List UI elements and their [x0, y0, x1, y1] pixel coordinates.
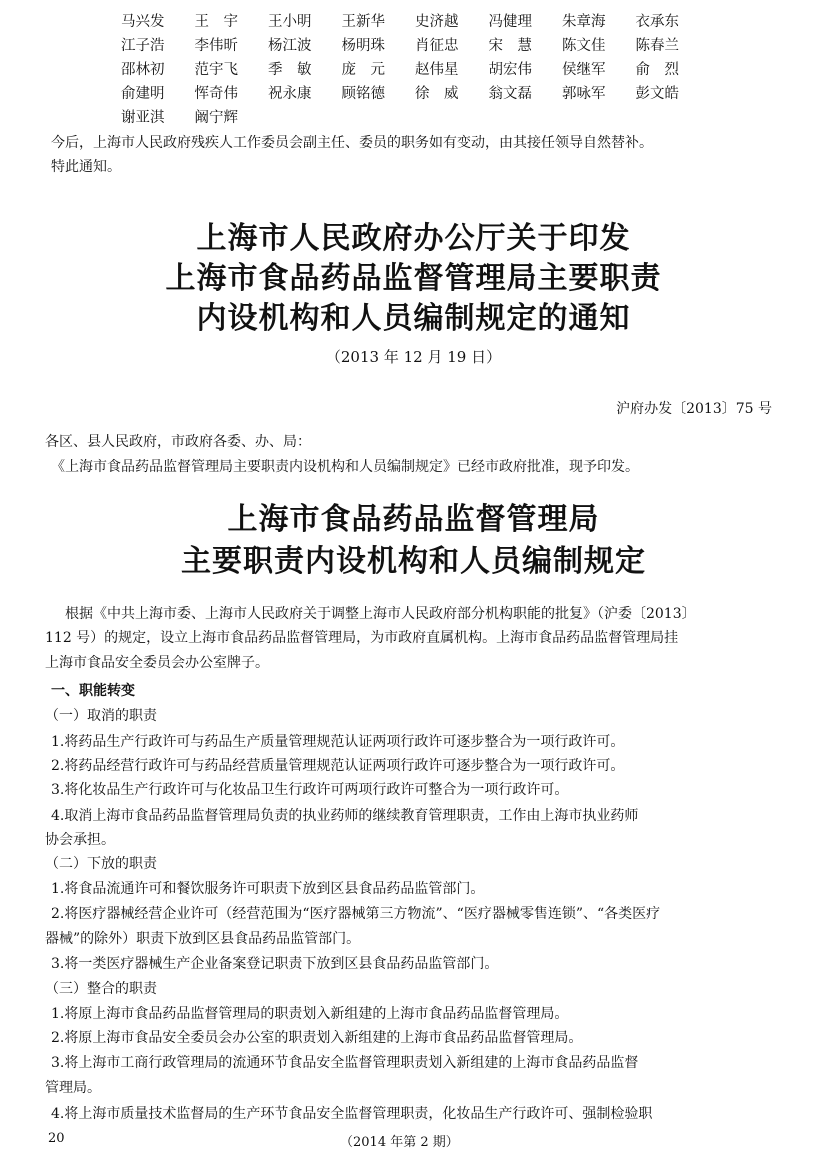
notice-title-line: 上海市食品药品监督管理局主要职责 [165, 261, 662, 296]
body-line: 2.将药品经营行政许可与药品经营质量管理规范认证两项行政许可逐步整合为一项行政许可。 [51, 758, 625, 774]
person-name: 宋 慧 [488, 37, 532, 54]
person-name: 顾铭德 [341, 85, 385, 102]
notice-title-line: 上海市人民政府办公厅关于印发 [196, 221, 631, 256]
body-line: 上海市食品安全委员会办公室牌子。 [45, 655, 269, 671]
subsection-heading: （二）下放的职责 [45, 856, 157, 872]
person-name: 庞 元 [341, 61, 385, 78]
person-name: 陈文佳 [562, 37, 606, 54]
person-name: 俞 烈 [635, 61, 679, 78]
regulation-title-line: 主要职责内设机构和人员编制规定 [181, 544, 646, 579]
name-row [121, 56, 741, 80]
issue-label: （2014 年第 2 期） [340, 1135, 459, 1150]
person-name: 王小明 [268, 13, 312, 30]
body-line: 3.将上海市工商行政管理局的流通环节食品安全监督管理职责划入新组建的上海市食品药品监督 [51, 1055, 639, 1071]
person-name: 史济越 [415, 13, 459, 30]
subsection-heading: （三）整合的职责 [45, 981, 157, 997]
person-name: 彭文皓 [635, 85, 679, 102]
person-name: 胡宏伟 [488, 61, 532, 78]
body-line: 3.将一类医疗器械生产企业备案登记职责下放到区县食品药品监管部门。 [51, 956, 499, 972]
person-name: 冯健理 [488, 13, 532, 30]
body-line: 112 号）的规定，设立上海市食品药品监督管理局，为市政府直属机构。上海市食品药品监督管理局挂 [45, 630, 679, 646]
person-name: 侯继军 [562, 61, 606, 78]
name-row [121, 104, 741, 128]
person-name: 谢亚淇 [121, 109, 165, 126]
person-name: 范宇飞 [194, 61, 238, 78]
addressee: 各区、县人民政府，市政府各委、办、局： [45, 434, 311, 450]
regulation-title-line: 上海市食品药品监督管理局 [227, 502, 600, 537]
body-line: 管理局。 [45, 1080, 101, 1096]
document-number: 沪府办发〔2013〕75 号 [616, 401, 772, 417]
name-row [121, 8, 741, 32]
person-name: 邵林初 [121, 61, 165, 78]
name-row [121, 80, 741, 104]
body-line: 1.将食品流通许可和餐饮服务许可职责下放到区县食品药品监管部门。 [51, 881, 485, 897]
name-list [121, 8, 741, 128]
person-name: 陈春兰 [635, 37, 679, 54]
person-name: 衣承东 [635, 13, 679, 30]
person-name: 翁文磊 [488, 85, 532, 102]
person-name: 杨明珠 [341, 37, 385, 54]
person-name: 赵伟星 [415, 61, 459, 78]
body-line: 协会承担。 [45, 832, 115, 848]
body-line: 4.将上海市质量技术监督局的生产环节食品安全监督管理职责，化妆品生产行政许可、强制检验职 [51, 1106, 653, 1122]
person-name: 杨江波 [268, 37, 312, 54]
notice-date: （2013 年 12 月 19 日） [325, 348, 502, 366]
subsection-heading: （一）取消的职责 [45, 708, 157, 724]
person-name: 祝永康 [268, 85, 312, 102]
body-line: 器械”的除外）职责下放到区县食品药品监管部门。 [45, 931, 361, 947]
person-name: 王 宇 [194, 13, 238, 30]
person-name: 李伟昕 [194, 37, 238, 54]
body-line: 4.取消上海市食品药品监督管理局负责的执业药师的继续教育管理职责，工作由上海市执业药师 [51, 808, 639, 824]
intro-paragraph: 今后，上海市人民政府残疾人工作委员会副主任、委员的职务如有变动，由其接任领导自然替补。 [51, 135, 653, 151]
person-name: 徐 威 [415, 85, 459, 102]
person-name: 马兴发 [121, 13, 165, 30]
person-name: 郭咏军 [562, 85, 606, 102]
person-name: 俞建明 [121, 85, 165, 102]
body-line: 1.将药品生产行政许可与药品生产质量管理规范认证两项行政许可逐步整合为一项行政许可。 [51, 734, 625, 750]
person-name: 江子浩 [121, 37, 165, 54]
person-name: 朱章海 [562, 13, 606, 30]
section-heading: 一、职能转变 [51, 683, 135, 699]
person-name: 恽奇伟 [194, 85, 238, 102]
person-name: 肖征忠 [415, 37, 459, 54]
person-name: 王新华 [341, 13, 385, 30]
notice-title-line: 内设机构和人员编制规定的通知 [196, 301, 631, 336]
notice-body: 《上海市食品药品监督管理局主要职责内设机构和人员编制规定》已经市政府批准，现予印发。 [51, 459, 639, 475]
person-name: 阚宁辉 [194, 109, 238, 126]
person-name: 季 敏 [268, 61, 312, 78]
body-line: 2.将医疗器械经营企业许可（经营范围为“医疗器械第三方物流”、“医疗器械零售连锁”、“各类医疗 [51, 906, 661, 922]
name-row [121, 32, 741, 56]
body-line: 3.将化妆品生产行政许可与化妆品卫生行政许可两项行政许可整合为一项行政许可。 [51, 782, 569, 798]
body-line: 2.将原上海市食品安全委员会办公室的职责划入新组建的上海市食品药品监督管理局。 [51, 1030, 583, 1046]
body-line: 1.将原上海市食品药品监督管理局的职责划入新组建的上海市食品药品监督管理局。 [51, 1006, 569, 1022]
body-line: 根据《中共上海市委、上海市人民政府关于调整上海市人民政府部分机构职能的批复》（沪委〔2013〕 [65, 606, 696, 622]
intro-closing: 特此通知。 [51, 159, 121, 175]
page-number: 20 [48, 1131, 65, 1146]
